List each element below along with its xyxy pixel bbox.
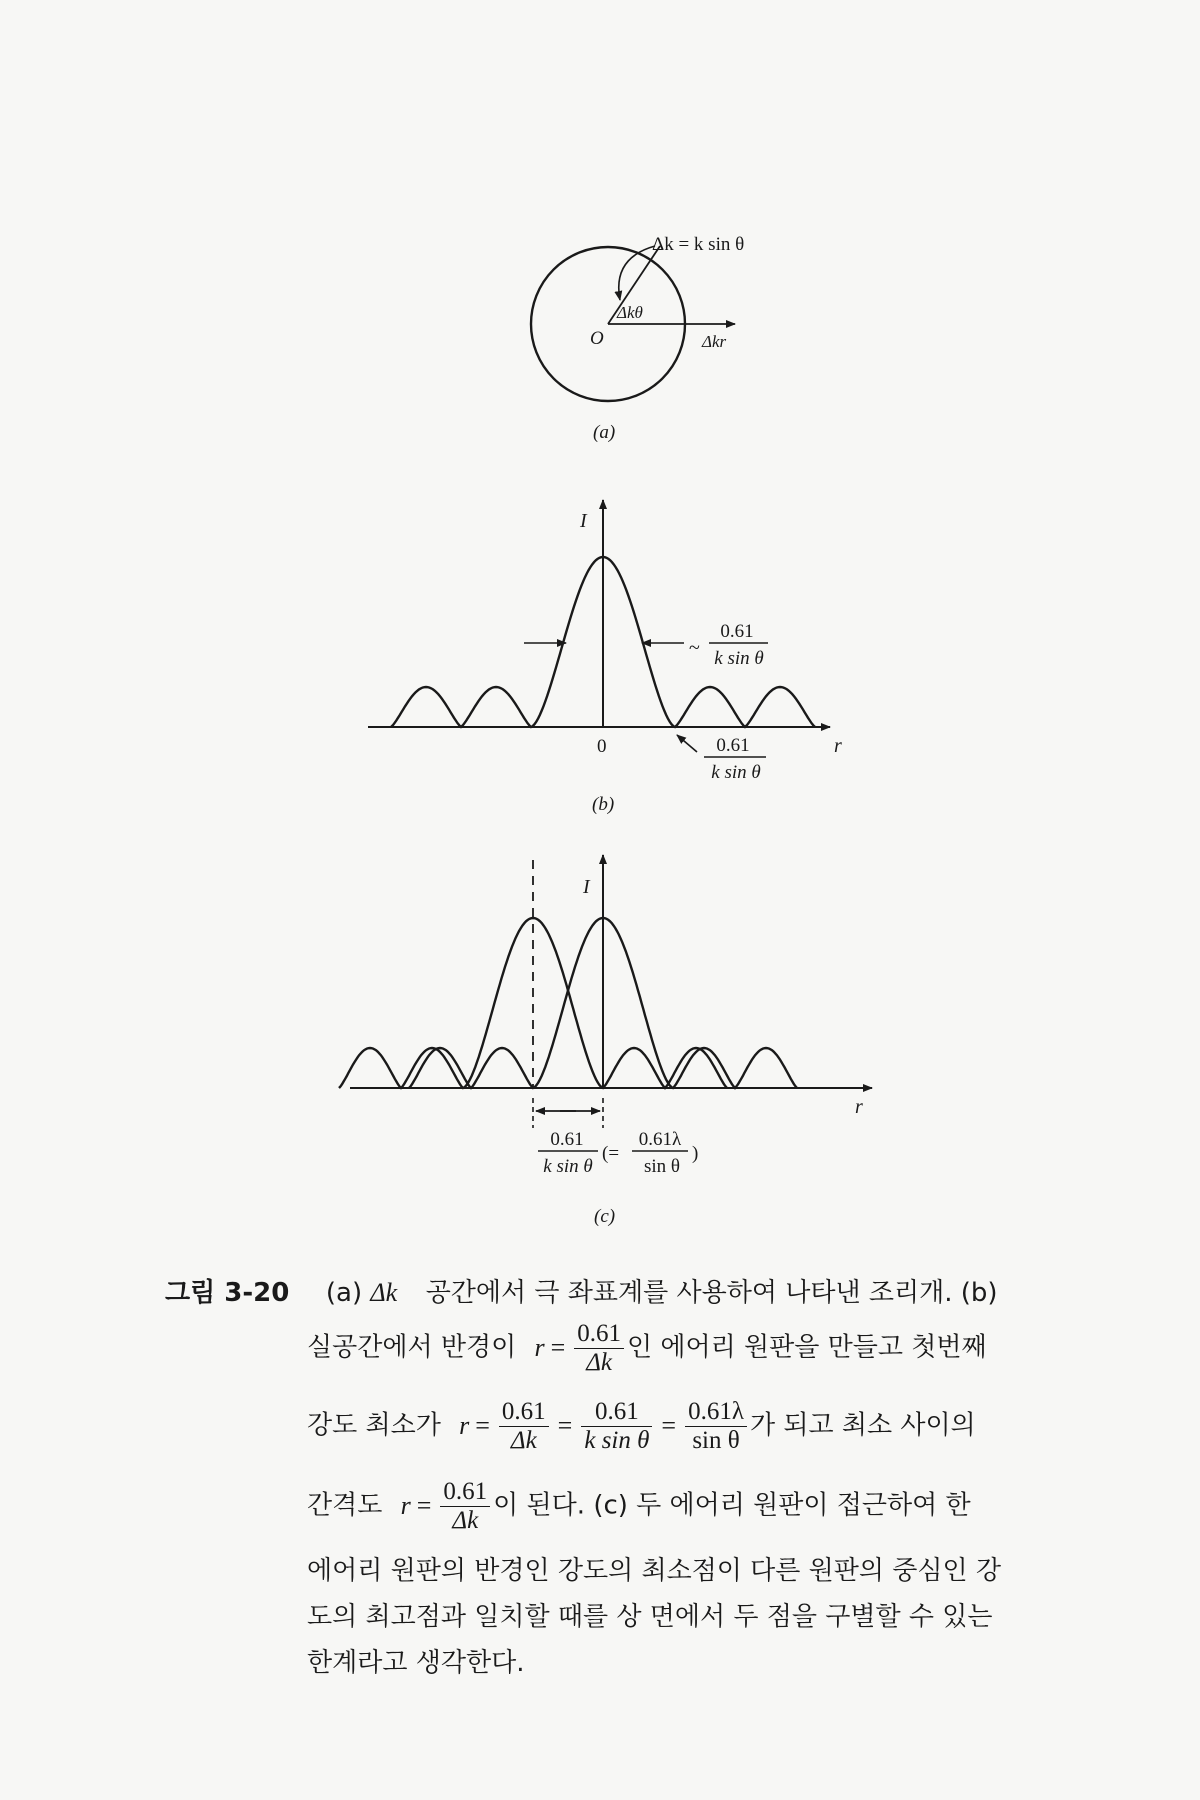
figure-c [339, 855, 872, 1227]
caption-line-5: 에어리 원판의 반경인 강도의 최소점이 다른 원판의 중심인 강 [307, 1556, 1002, 1586]
caption-line-4 [307, 1478, 971, 1534]
caption-math: r [400, 1490, 411, 1520]
origin-label: O [590, 328, 604, 349]
caption-math: r [459, 1410, 470, 1440]
caption-math: = [475, 1410, 490, 1440]
sep-alt-num: 0.61λ [638, 1129, 682, 1150]
sep-den: k sin θ [543, 1156, 593, 1177]
figure-label: 그림 3-20 [165, 1278, 290, 1308]
panel-a-label: (a) [593, 422, 616, 443]
panel-c-label: (c) [594, 1206, 616, 1227]
caption-fraction: $\frac{0.61}{\text{k sin θ}}$ [581, 1398, 652, 1454]
caption-math: Δk⃗ [370, 1278, 418, 1307]
caption-text: (a) [325, 1278, 363, 1308]
caption-line-7: 한계라고 생각한다. [307, 1648, 525, 1678]
sep-alt-den: sin θ [643, 1156, 681, 1177]
caption-math: = [416, 1490, 432, 1520]
delta-k-label: Δk = k sin θ [652, 234, 745, 255]
caption-text: 가 되고 최소 사이의 [749, 1410, 976, 1441]
caption-fraction: $\frac{0.61}{\Delta k}$ [440, 1478, 490, 1534]
sep-num: 0.61 [550, 1129, 584, 1150]
width-num: 0.61 [720, 621, 754, 642]
caption-fraction: $\frac{0.61}{\Delta k}$ [574, 1320, 624, 1376]
caption-fraction: $\frac{0.61}{\Delta k}$ [499, 1398, 549, 1454]
caption-text: 인 에어리 원판을 만들고 첫번째 [627, 1332, 987, 1363]
caption-line-6: 도의 최고점과 일치할 때를 상 면에서 두 점을 구별할 수 있는 [307, 1602, 993, 1632]
zero-label: 0 [597, 736, 607, 757]
panel-b-label: (b) [592, 794, 615, 815]
caption-fraction: $\frac{0.61\lambda}{\text{sin θ}}$ [685, 1398, 747, 1454]
y-label: I [580, 510, 587, 532]
delta-k-theta-label: Δkθ [617, 303, 643, 322]
curved-arrow [619, 246, 655, 300]
caption-line-1 [165, 1272, 998, 1309]
x-label: r [834, 735, 842, 757]
caption-line-2 [307, 1320, 987, 1376]
caption-text: 간격도 [307, 1490, 383, 1521]
caption-line-3 [307, 1398, 976, 1454]
figure-b [368, 500, 842, 815]
caption-math: = [557, 1410, 573, 1440]
caption-math: r [534, 1332, 545, 1362]
delta-kr-label: Δkr [702, 332, 727, 351]
caption-text: 강도 최소가 [307, 1410, 441, 1441]
caption-text: 공간에서 극 좌표계를 사용하여 나타낸 조리개. (b) [425, 1278, 998, 1308]
x-label: r [855, 1096, 863, 1118]
caption-text: 이 된다. (c) 두 에어리 원판이 접근하여 한 [493, 1490, 971, 1521]
y-label: I [583, 876, 590, 898]
min-num: 0.61 [716, 735, 750, 756]
width-den: k sin θ [714, 648, 764, 669]
width-prefix: ~ [689, 637, 700, 659]
caption-math: = [661, 1410, 677, 1440]
sep-open: (= [602, 1143, 620, 1164]
min-arrow [677, 735, 697, 752]
caption-text: 실공간에서 반경이 [307, 1332, 517, 1363]
sep-close: ) [692, 1143, 699, 1164]
min-den: k sin θ [711, 762, 761, 783]
caption-math: = [550, 1332, 566, 1362]
figure-a [531, 234, 744, 443]
